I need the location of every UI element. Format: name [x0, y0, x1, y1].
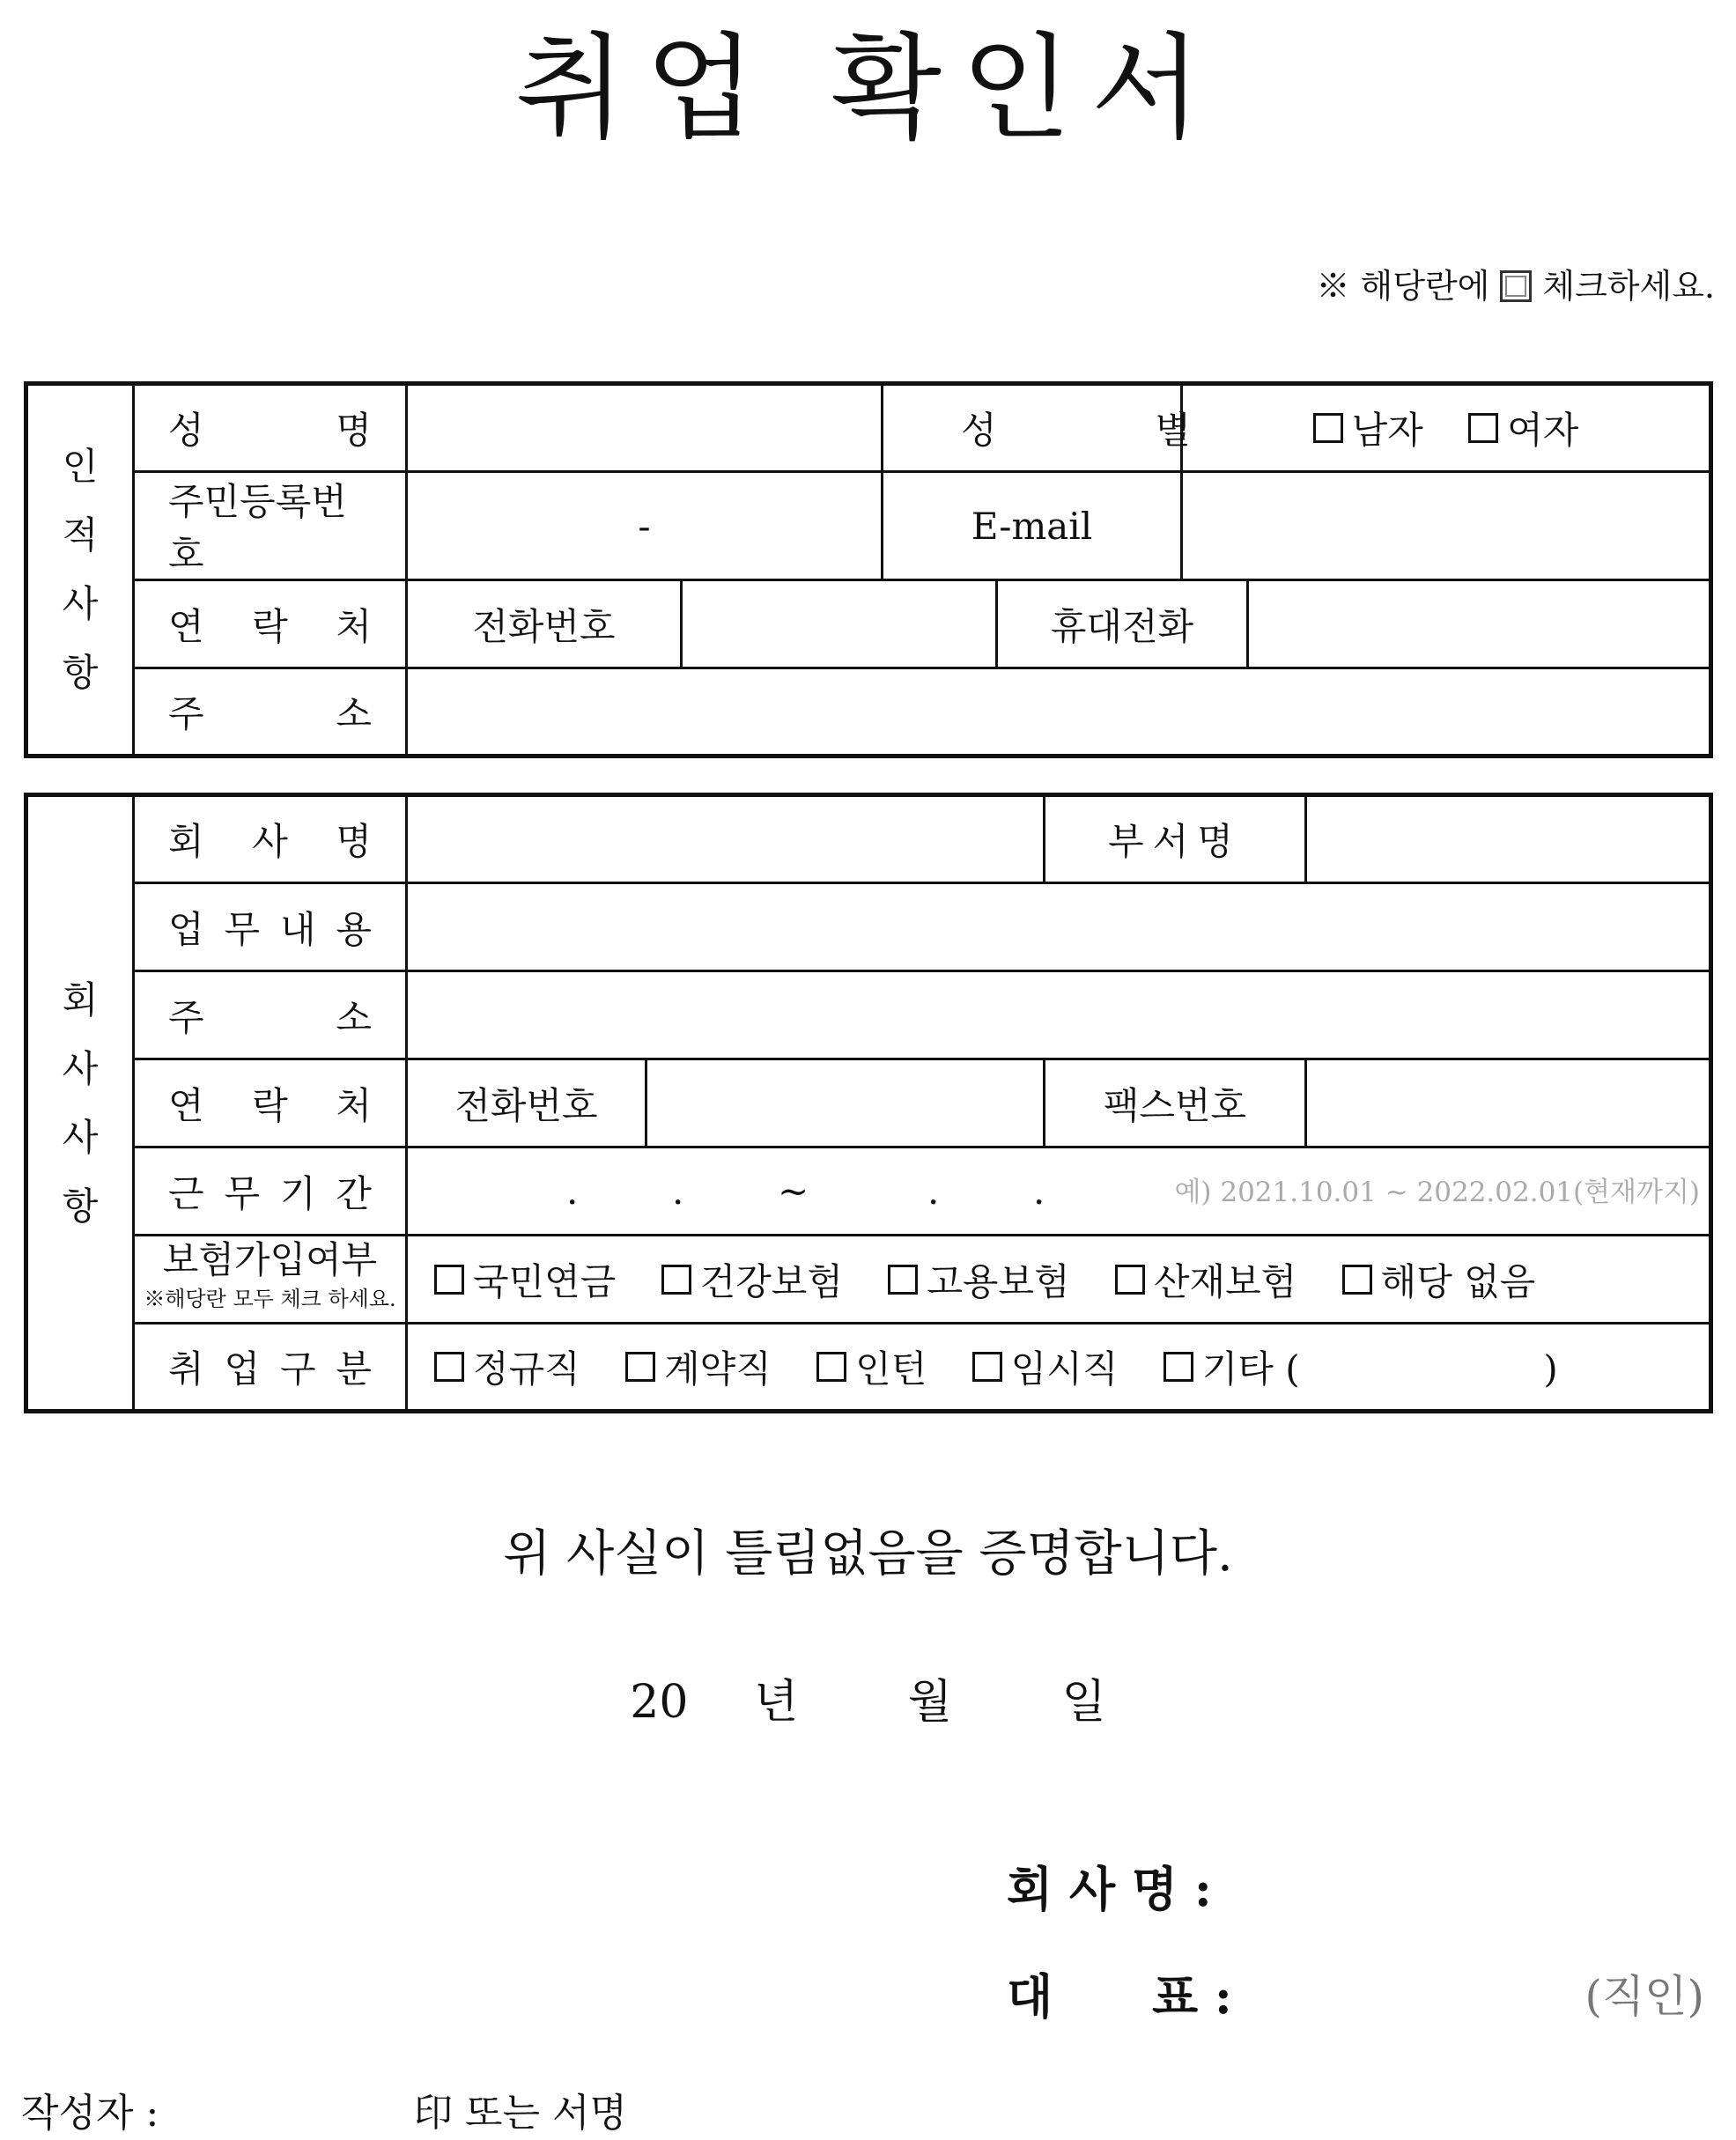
employment-option-contract[interactable]: 계약직: [625, 1340, 772, 1393]
date-year-unit: 년: [753, 1676, 799, 1729]
checkbox-icon[interactable]: [1115, 1265, 1145, 1295]
checkbox-icon[interactable]: [1342, 1265, 1372, 1295]
personal-info-table: [24, 381, 1713, 758]
checkbox-sample-icon: [1500, 270, 1532, 302]
insurance-option-pension[interactable]: 국민연금: [434, 1253, 616, 1306]
checkbox-icon[interactable]: [661, 1265, 691, 1295]
signature-representative: 대 표 :: [1007, 1968, 1232, 2025]
check-instruction-prefix: ※ 해당란에: [1316, 267, 1490, 306]
department-label: 부서명: [1045, 795, 1306, 883]
checkbox-icon[interactable]: [1468, 413, 1498, 443]
contact-label: 연 락 처: [134, 580, 407, 668]
checkbox-icon[interactable]: [972, 1352, 1002, 1382]
employment-option-intern[interactable]: 인턴: [816, 1340, 927, 1393]
phone-field[interactable]: [682, 580, 997, 668]
rrn-label: 주민등록번호: [134, 472, 407, 580]
checkbox-icon[interactable]: [625, 1352, 655, 1382]
signature-company-name: 회 사 명 :: [1007, 1861, 1212, 1917]
checkbox-icon[interactable]: [1163, 1352, 1193, 1382]
address-label: 주 소: [134, 668, 407, 756]
document-title: 취업 확인서: [514, 21, 1222, 155]
email-label: E-mail: [883, 472, 1182, 580]
gender-label: 성 별: [883, 384, 1182, 472]
writer-signature: 印 또는 서명: [414, 2091, 627, 2136]
duty-label: 업 무 내 용: [134, 883, 407, 971]
company-section-label: 회 사 사 항: [26, 795, 134, 1412]
checkbox-icon[interactable]: [434, 1265, 464, 1295]
insurance-label: 보험가입여부 ※해당란 모두 체크 하세요.: [134, 1236, 407, 1324]
employment-type-label: 취 업 구 분: [134, 1324, 407, 1412]
period-marks: . . ~ . .: [566, 1170, 1045, 1213]
company-address-label: 주 소: [134, 971, 407, 1059]
personal-section-label: 인 적 사 항: [26, 384, 134, 756]
email-field[interactable]: [1182, 472, 1711, 580]
fax-label: 팩스번호: [1045, 1059, 1306, 1147]
insurance-option-health[interactable]: 건강보험: [661, 1253, 843, 1306]
check-instruction: [1316, 264, 1715, 308]
check-instruction-suffix: 체크하세요.: [1542, 267, 1715, 306]
certification-statement: 위 사실이 틀림없음을 증명합니다.: [503, 1525, 1233, 1583]
gender-male-option[interactable]: 남자: [1313, 402, 1423, 454]
fax-field[interactable]: [1306, 1059, 1711, 1147]
employment-option-regular[interactable]: 정규직: [434, 1340, 580, 1393]
duty-field[interactable]: [407, 883, 1711, 971]
company-name-label: 회 사 명: [134, 795, 407, 883]
issue-date: [0, 1673, 1736, 1731]
date-day-unit: 일: [1061, 1676, 1106, 1729]
employment-option-temporary[interactable]: 임시직: [972, 1340, 1119, 1393]
checkbox-icon[interactable]: [888, 1265, 918, 1295]
date-month-unit: 월: [907, 1676, 952, 1729]
company-phone-field[interactable]: [646, 1059, 1045, 1147]
name-field[interactable]: [407, 384, 883, 472]
employment-other-close: ): [1543, 1347, 1558, 1391]
company-seal-mark: (직인): [1585, 1971, 1704, 2022]
company-phone-label: 전화번호: [407, 1059, 646, 1147]
employment-type-options: [407, 1324, 1711, 1412]
gender-female-option[interactable]: 여자: [1468, 402, 1578, 454]
phone-label: 전화번호: [407, 580, 682, 668]
insurance-option-employment[interactable]: 고용보험: [888, 1253, 1069, 1306]
employment-option-other[interactable]: 기타 (: [1163, 1340, 1300, 1393]
insurance-option-none[interactable]: 해당 없음: [1342, 1253, 1536, 1306]
company-address-field[interactable]: [407, 971, 1711, 1059]
company-info-table: [24, 793, 1713, 1413]
period-hint: 예) 2021.10.01 ~ 2022.02.01(현재까지): [1174, 1177, 1700, 1208]
period-field[interactable]: [407, 1147, 1711, 1236]
company-contact-label: 연 락 처: [134, 1059, 407, 1147]
rrn-field[interactable]: -: [407, 472, 883, 580]
insurance-option-industrial[interactable]: 산재보험: [1115, 1253, 1296, 1306]
address-field[interactable]: [407, 668, 1711, 756]
mobile-label: 휴대전화: [997, 580, 1248, 668]
checkbox-icon[interactable]: [816, 1352, 846, 1382]
period-label: 근 무 기 간: [134, 1147, 407, 1236]
company-name-field[interactable]: [407, 795, 1045, 883]
department-field[interactable]: [1306, 795, 1711, 883]
checkbox-icon[interactable]: [1313, 413, 1343, 443]
checkbox-icon[interactable]: [434, 1352, 464, 1382]
writer-label: 작성자 :: [21, 2091, 159, 2136]
gender-options: [1182, 384, 1711, 472]
mobile-field[interactable]: [1248, 580, 1711, 668]
date-year: 20: [630, 1676, 689, 1729]
name-label: 성 명: [134, 384, 407, 472]
insurance-options: [407, 1236, 1711, 1324]
